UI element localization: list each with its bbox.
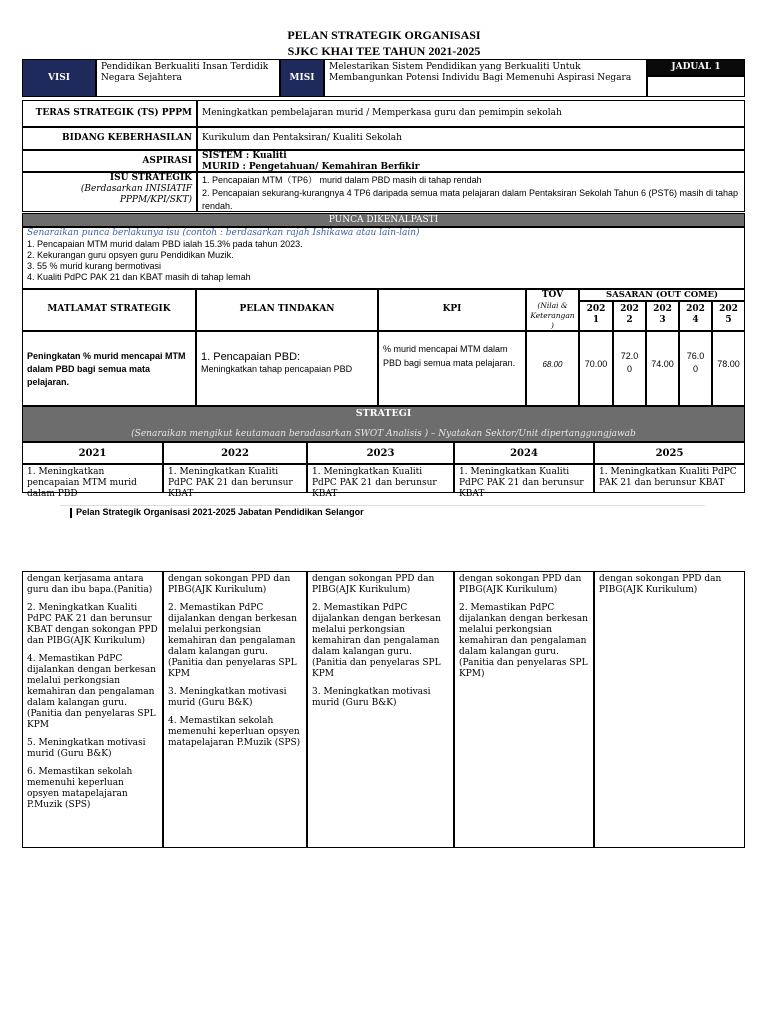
pelan-title: 1. Pencapaian PBD:: [201, 351, 301, 363]
year-2021: 202 1: [579, 301, 613, 331]
strategi-year-2023: 2023: [307, 442, 454, 464]
punca-hint: Senaraikan punca berlakunya isu (contoh : berdasarkan rajah Ishikawa atau lain-lain): [27, 228, 420, 238]
col-kpi: KPI: [378, 289, 526, 331]
misi-label: MISI: [280, 59, 324, 97]
page-subtitle: SJKC KHAI TEE TAHUN 2021-2025: [287, 44, 481, 58]
isu-value: [197, 172, 745, 212]
cont-col-2021: dengan kerjasama antara guru dan ibu bapa.(Panitia) 2. Meningkatkan Kualiti PdPC PAK 21 dan berunsur KBAT dengan sokongan PPD dan PIBG(AJK Kurikulum) 4. Memastikan PdPC dijalankan dengan berkesan melalui perkongsian kemahiran dan pengalaman dalam kalangan guru. (Panitia dan penyelaras SPL KPM 5. Meningkatkan motivasi murid (Guru B&K) 6. Memastikan sekolah memenuhi keperluan opsyen matapelajaran P.Muzik (SPS): [22, 571, 163, 848]
punca-item: 2. Kekurangan guru opsyen guru Pendidikan Muzik.: [27, 250, 234, 260]
cont-col-2022: dengan sokongan PPD dan PIBG(AJK Kurikulum) 2. Memastikan PdPC dijalankan dengan berkesan melalui perkongsian kemahiran dan pengalaman dalam kalangan guru. (Panitia dan penyelaras SPL KPM 3. Meningkatkan motivasi murid (Guru B&K) 4. Memastikan sekolah memenuhi keperluan opsyen matapelajaran P.Muzik (SPS): [163, 571, 307, 848]
bidang-value: Kurikulum dan Pentaksiran/ Kualiti Sekolah: [197, 127, 745, 150]
jadual-label: JADUAL 1: [647, 59, 745, 76]
row-kpi: % murid mencapai MTM dalam PBD bagi semua mata pelajaran.: [378, 331, 526, 406]
isu-item-2: 2. Pencapaian sekurang-kurangnya 4 TP6 daripada semua mata pelajaran dalam Pentaksiran Sekolah Tahun 6 (PST6) masih di tahap rendah.: [202, 188, 738, 211]
aspirasi-line2: MURID : Pengetahuan/ Kemahiran Berfikir: [202, 162, 420, 172]
year-2024: 202 4: [679, 301, 712, 331]
strategi-cell-2022: 1. Meningkatkan Kualiti PdPC PAK 21 dan berunsur KBAT: [163, 464, 307, 493]
col-tov: [526, 289, 579, 331]
row-pelan: [196, 331, 378, 406]
row-tov: 68.00: [526, 331, 579, 406]
isu-item-1: 1. Pencapaian MTM（TP6） murid dalam PBD masih di tahap rendah: [202, 175, 482, 185]
misi-text: Melestarikan Sistem Pendidikan yang Berkualiti Untuk Membangunkan Potensi Individu Bagi Memenuhi Aspirasi Negara: [324, 59, 647, 97]
target-2025: 78.00: [712, 331, 745, 406]
year-2023: 202 3: [646, 301, 679, 331]
punca-body: [22, 227, 745, 289]
strategi-year-2025: 2025: [594, 442, 745, 464]
aspirasi-line1: SISTEM : Kualiti: [202, 151, 287, 161]
strategi-header: STRATEGI: [355, 408, 412, 419]
punca-item: 3. 55 % murid kurang bermotivasi: [27, 261, 162, 271]
target-2024: 76.0 0: [679, 331, 712, 406]
target-2022: 72.0 0: [613, 331, 646, 406]
strategi-hint: (Senaraikan mengikut keutamaan beradasarkan SWOT Analisis ) – Nyatakan Sektor/Unit dipertanggungjawab: [131, 429, 636, 439]
cont-col-2023: dengan sokongan PPD dan PIBG(AJK Kurikulum) 2. Memastikan PdPC dijalankan dengan berkesan melalui perkongsian kemahiran dan pengalaman dalam kalangan guru. (Panitia dan penyelaras SPL KPM 3. Meningkatkan motivasi murid (Guru B&K): [307, 571, 454, 848]
col-pelan: PELAN TINDAKAN: [196, 289, 378, 331]
teras-value: Meningkatkan pembelajaran murid / Memperkasa guru dan pemimpin sekolah: [197, 100, 745, 127]
cont-col-2024: dengan sokongan PPD dan PIBG(AJK Kurikulum) 2. Memastikan PdPC dijalankan dengan berkesan melalui perkongsian kemahiran dan pengalaman dalam kalangan guru. (Panitia dan penyelaras SPL KPM): [454, 571, 594, 848]
year-2022: 202 2: [613, 301, 646, 331]
visi-label: VISI: [22, 59, 96, 97]
cont-col-2025: dengan sokongan PPD dan PIBG(AJK Kurikulum): [594, 571, 745, 848]
strategi-header-block: [22, 406, 745, 442]
aspirasi-label: ASPIRASI: [22, 150, 197, 172]
row-matlamat: Peningkatan % murid mencapai MTM dalam PBD bagi semua mata pelajaran.: [22, 331, 196, 406]
strategi-cell-2021: 1. Meningkatkan pencapaian MTM murid dalam PBD: [22, 464, 163, 493]
bidang-label: BIDANG KEBERHASILAN: [22, 127, 197, 150]
tov-label: TOV: [541, 290, 564, 300]
isu-sub2: PPPM/KPI/SKT): [119, 195, 192, 205]
strategi-year-2024: 2024: [454, 442, 594, 464]
punca-item: 4. Kualiti PdPC PAK 21 dan KBAT masih di tahap lemah: [27, 272, 251, 282]
strategi-cell-2024: 1. Meningkatkan Kualiti PdPC PAK 21 dan berunsur KBAT: [454, 464, 594, 493]
teras-label: TERAS STRATEGIK (TS) PPPM: [22, 100, 197, 127]
pelan-sub: Meningkatkan tahap pencapaian PBD: [201, 364, 353, 374]
target-2021: 70.00: [579, 331, 613, 406]
footer-text: Pelan Strategik Organisasi 2021-2025 Jabatan Pendidikan Selangor: [70, 507, 364, 518]
strategi-cell-2025: 1. Meningkatkan Kualiti PdPC PAK 21 dan berunsur KBAT: [594, 464, 745, 493]
year-2025: 202 5: [712, 301, 745, 331]
punca-header: PUNCA DIKENALPASTI: [22, 213, 745, 227]
page-title: PELAN STRATEGIK ORGANISASI: [287, 28, 481, 42]
footer-bar-icon: [70, 508, 72, 518]
jadual-blank: [647, 76, 745, 97]
tov-sub: (Nilai & Keterangan ): [530, 301, 575, 330]
strategi-year-2021: 2021: [22, 442, 163, 464]
isu-label-cell: [22, 172, 197, 212]
col-matlamat: MATLAMAT STRATEGIK: [22, 289, 196, 331]
target-2023: 74.00: [646, 331, 679, 406]
footer-divider: [60, 505, 705, 506]
strategi-cell-2023: 1. Meningkatkan Kualiti PdPC PAK 21 dan berunsur KBAT: [307, 464, 454, 493]
isu-label: ISU STRATEGIK: [109, 173, 192, 183]
col-sasaran: SASARAN (OUT COME): [579, 289, 745, 301]
visi-text: Pendidikan Berkualiti Insan Terdidik Negara Sejahtera: [96, 59, 280, 97]
punca-item: 1. Pencapaian MTM murid dalam PBD ialah 15.3% pada tahun 2023.: [27, 239, 303, 249]
strategi-year-2022: 2022: [163, 442, 307, 464]
aspirasi-value: [197, 150, 745, 172]
isu-sub1: (Berdasarkan INISIATIF: [80, 184, 192, 194]
